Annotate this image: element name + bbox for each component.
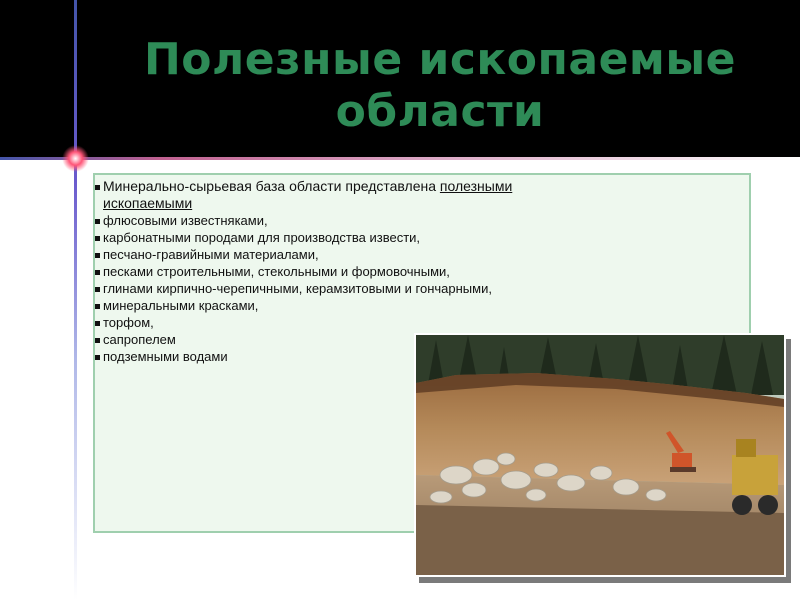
decor-horizontal-line [0, 157, 800, 160]
list-item: минеральными красками, [95, 297, 735, 314]
lead-item [95, 178, 735, 195]
title-line-1: Полезные ископаемые [143, 34, 737, 85]
list-item: флюсовыми известняками, [95, 212, 735, 229]
lead-part-3: полезными [439, 178, 513, 194]
list-item: сапропелем [95, 331, 735, 348]
quarry-illustration [416, 335, 784, 575]
lead-part-2: представлена [341, 178, 440, 194]
lead-part-4: ископаемыми [103, 195, 193, 211]
quarry-photo [414, 333, 786, 577]
list-item: песками строительными, стекольными и формовочными, [95, 263, 735, 280]
slide-title [80, 34, 800, 138]
list-item: торфом, [95, 314, 735, 331]
title-line-2: области [335, 86, 545, 137]
list-item: подземными водами [95, 348, 735, 365]
list-item: глинами кирпично-черепичными, керамзитовыми и гончарными, [95, 280, 735, 297]
decor-star-glow [62, 145, 89, 172]
decor-vertical-line [74, 0, 77, 600]
list-item: песчано-гравийными материалами, [95, 246, 735, 263]
list-item: карбонатными породами для производства извести, [95, 229, 735, 246]
lead-part-1: Минерально-сырьевая база области [103, 178, 342, 194]
